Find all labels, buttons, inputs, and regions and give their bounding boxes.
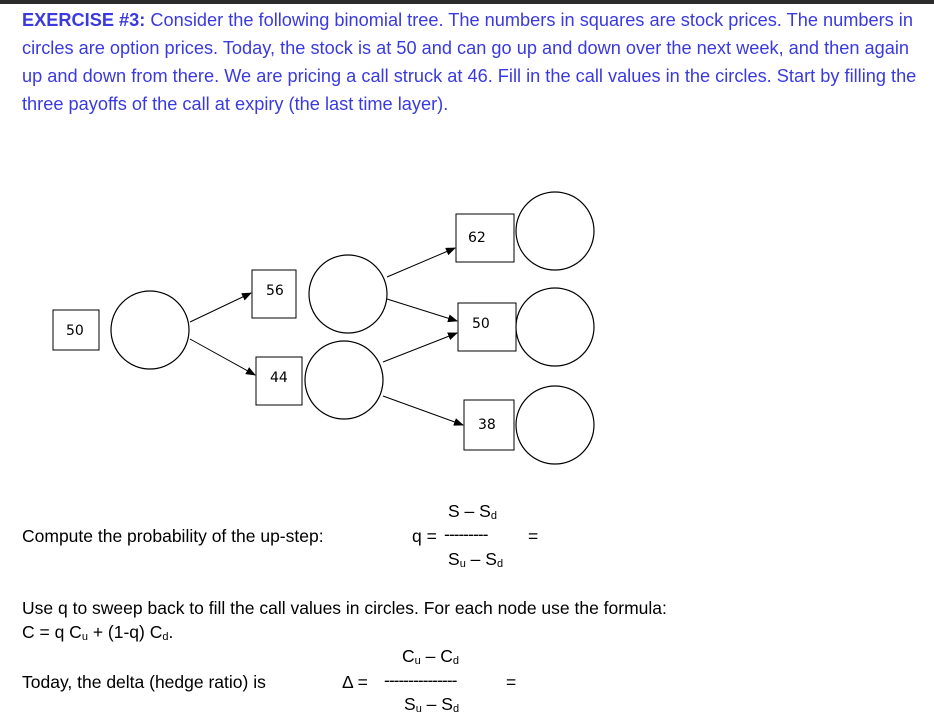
stock-price-root: 50 bbox=[66, 323, 84, 339]
stock-price-up-down: 50 bbox=[472, 316, 490, 332]
stock-price-down-down: 38 bbox=[478, 417, 496, 433]
delta-symbol: Δ = bbox=[342, 672, 368, 692]
q-num-s: S bbox=[448, 501, 460, 521]
option-circle-up bbox=[309, 255, 387, 333]
arrow-up-upup bbox=[387, 248, 455, 277]
arrow-down-updown bbox=[383, 333, 457, 362]
delta-den-sub-u: u bbox=[415, 703, 422, 715]
q-eq: = bbox=[426, 526, 437, 546]
q-denominator bbox=[448, 549, 503, 570]
delta-fraction-bar: --------------- bbox=[384, 670, 457, 690]
arrow-up-updown bbox=[387, 299, 457, 321]
delta-num-cd: C bbox=[440, 646, 453, 666]
exercise-body: Consider the following binomial tree. The numbers in squares are stock prices. The numbers in circles are option prices. Today, the stock is at 50 and can go up and down over the next week, and then again up and down from there. We are pricing a call struck at 46. Fill in the call values in the circles. Start by filling the three payoffs of the call at expiry (the last time layer). bbox=[22, 10, 917, 114]
formula-mid: + (1-q) C bbox=[87, 622, 163, 642]
delta-den-su: S bbox=[404, 694, 416, 714]
delta-num-cu: C bbox=[402, 646, 415, 666]
delta-numerator bbox=[402, 646, 459, 667]
option-circle-up-up bbox=[516, 192, 594, 270]
option-circle-up-down bbox=[516, 288, 594, 366]
exercise-text bbox=[22, 6, 922, 118]
formula-sub-d: d bbox=[162, 631, 169, 643]
q-num-sub-d: d bbox=[490, 510, 497, 522]
stock-price-up-up: 62 bbox=[468, 230, 486, 246]
option-circle-down bbox=[305, 341, 383, 419]
q-var: q bbox=[412, 526, 422, 546]
delta-denominator bbox=[404, 694, 459, 715]
delta-num-sub-u: u bbox=[414, 655, 421, 667]
option-circle-root bbox=[111, 291, 189, 369]
stock-price-up: 56 bbox=[266, 283, 284, 299]
delta-den-sub-d: d bbox=[452, 703, 460, 715]
delta-num-sub-d: d bbox=[452, 655, 459, 667]
q-num-sd: S bbox=[479, 501, 491, 521]
delta-label: Today, the delta (hedge ratio) is bbox=[22, 672, 266, 692]
sweep-formula bbox=[22, 622, 173, 643]
q-den-su: S bbox=[448, 549, 460, 569]
stock-price-down: 44 bbox=[270, 370, 288, 386]
q-fraction-bar: --------- bbox=[444, 524, 488, 544]
q-num-minus: – bbox=[459, 501, 480, 521]
q-den-sd: S bbox=[485, 549, 497, 569]
formula-end: . bbox=[168, 622, 174, 642]
delta-den-sd: S bbox=[441, 694, 453, 714]
q-numerator bbox=[448, 501, 497, 522]
delta-den-minus: – bbox=[421, 694, 442, 714]
delta-result-eq: = bbox=[506, 672, 517, 692]
option-circle-down-down bbox=[516, 386, 594, 464]
binomial-tree bbox=[0, 180, 934, 470]
q-result-eq: = bbox=[528, 526, 539, 546]
sweep-instructions: Use q to sweep back to fill the call values in circles. For each node use the formula: bbox=[22, 598, 667, 618]
arrow-root-up bbox=[190, 293, 251, 322]
q-den-sub-d: d bbox=[496, 558, 504, 570]
arrow-down-downdown bbox=[383, 396, 463, 425]
top-bar bbox=[0, 0, 934, 4]
formula-sub-u: u bbox=[81, 631, 88, 643]
probability-label: Compute the probability of the up-step: bbox=[22, 526, 324, 546]
q-den-sub-u: u bbox=[459, 558, 466, 570]
formula-prefix: C = q C bbox=[22, 622, 82, 642]
arrow-root-down bbox=[190, 339, 255, 375]
delta-num-minus: – bbox=[420, 646, 441, 666]
q-den-minus: – bbox=[465, 549, 486, 569]
exercise-title: EXERCISE #3: bbox=[22, 10, 146, 30]
q-equals bbox=[412, 526, 437, 547]
